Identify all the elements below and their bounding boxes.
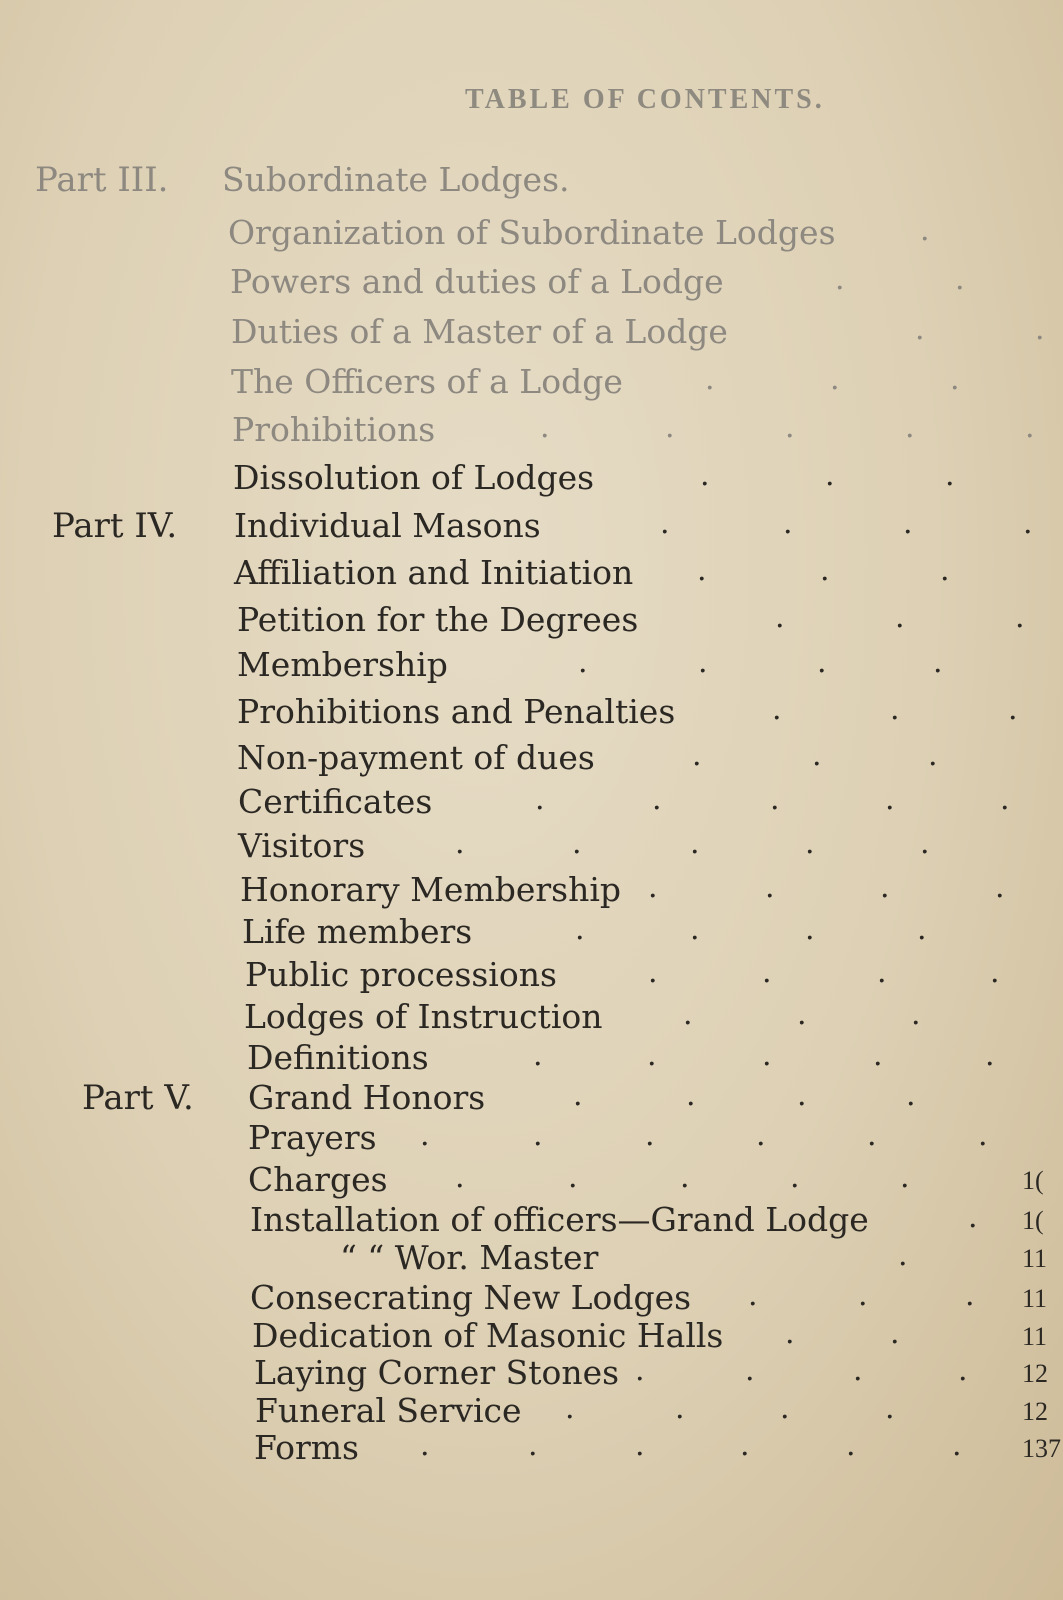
leader-dot: .: [680, 1160, 690, 1195]
entry-title: Prohibitions and Penalties: [237, 692, 676, 731]
entry-title: Non-payment of dues: [237, 738, 595, 777]
leader-dot: .: [890, 692, 900, 727]
leader-dot: .: [890, 1316, 900, 1351]
leader-dot: .: [648, 870, 658, 905]
leader-dot: .: [540, 410, 550, 445]
leader-dot: .: [665, 410, 675, 445]
leader-dot: .: [928, 738, 938, 773]
entry-title: Consecrating New Lodges: [250, 1278, 692, 1317]
entry-title: Laying Corner Stones: [254, 1353, 620, 1392]
leader-dot: .: [955, 262, 965, 297]
leader-dot: .: [790, 1160, 800, 1195]
entry-title: Visitors: [238, 826, 366, 865]
entry-title: Petition for the Degrees: [237, 600, 639, 639]
leader-dot: .: [880, 870, 890, 905]
leader-dot: .: [533, 1038, 543, 1073]
leader-dot: .: [906, 1078, 916, 1113]
leader-dot: .: [785, 410, 795, 445]
leader-dot: .: [762, 955, 772, 990]
entry-title: Organization of Subordinate Lodges: [228, 213, 836, 252]
leader-dot: .: [895, 600, 905, 635]
entry-title: Dissolution of Lodges: [233, 458, 595, 497]
page-number: 11: [1022, 1284, 1048, 1313]
leader-dot: .: [765, 870, 775, 905]
leader-dot: .: [900, 1160, 910, 1195]
leader-dot: .: [660, 506, 670, 541]
leader-dot: .: [575, 912, 585, 947]
leader-dot: .: [648, 955, 658, 990]
leader-dot: .: [565, 1391, 575, 1426]
entry-title: Certificates: [238, 782, 433, 821]
leader-dot: .: [867, 1118, 877, 1153]
leader-dot: .: [528, 1428, 538, 1463]
entry-title: Lodges of Instruction: [244, 997, 603, 1036]
leader-dot: .: [933, 645, 943, 680]
leader-dot: .: [820, 553, 830, 588]
leader-dot: .: [783, 506, 793, 541]
leader-dot: .: [762, 1038, 772, 1073]
page-number: 137: [1022, 1434, 1061, 1463]
leader-dot: .: [652, 782, 662, 817]
leader-dot: .: [775, 600, 785, 635]
leader-dot: .: [885, 782, 895, 817]
leader-dot: .: [533, 1118, 543, 1153]
leader-dot: .: [705, 362, 715, 397]
leader-dot: .: [978, 1118, 988, 1153]
leader-dot: .: [785, 1316, 795, 1351]
leader-dot: .: [858, 1278, 868, 1313]
entry-title: “ “ Wor. Master: [340, 1238, 599, 1277]
leader-dot: .: [915, 312, 925, 347]
leader-dot: .: [690, 912, 700, 947]
leader-dot: .: [1025, 410, 1035, 445]
leader-dot: .: [573, 1078, 583, 1113]
leader-dot: .: [945, 458, 955, 493]
leader-dot: .: [578, 645, 588, 680]
leader-dot: .: [1015, 600, 1025, 635]
leader-dot: .: [772, 692, 782, 727]
leader-dot: .: [635, 1353, 645, 1388]
leader-dot: .: [675, 1391, 685, 1426]
page-number: 1(: [1022, 1206, 1044, 1235]
entry-title: Forms: [254, 1428, 359, 1467]
leader-dot: .: [903, 506, 913, 541]
leader-dot: .: [995, 870, 1005, 905]
leader-dot: .: [885, 1391, 895, 1426]
leader-dot: .: [830, 362, 840, 397]
leader-dot: .: [990, 955, 1000, 990]
leader-dot: .: [877, 955, 887, 990]
entry-title: Charges: [248, 1160, 388, 1199]
leader-dot: .: [985, 1038, 995, 1073]
leader-dot: .: [797, 1078, 807, 1113]
leader-dot: .: [572, 826, 582, 861]
leader-dot: .: [817, 645, 827, 680]
page-heading: TABLE OF CONTENTS.: [465, 84, 825, 115]
leader-dot: .: [690, 826, 700, 861]
leader-dot: .: [952, 1428, 962, 1463]
leader-dot: .: [911, 997, 921, 1032]
leader-dot: .: [968, 1200, 978, 1235]
leader-dot: .: [647, 1038, 657, 1073]
leader-dot: .: [797, 997, 807, 1032]
leader-dot: .: [692, 738, 702, 773]
part-label: Part III.: [35, 160, 169, 200]
entry-title: Life members: [242, 912, 473, 951]
leader-dot: .: [812, 738, 822, 773]
leader-dot: .: [940, 553, 950, 588]
leader-dot: .: [568, 1160, 578, 1195]
leader-dot: .: [700, 458, 710, 493]
entry-title: Dedication of Masonic Halls: [252, 1316, 724, 1355]
leader-dot: .: [698, 645, 708, 680]
entry-title: Funeral Service: [255, 1391, 522, 1430]
leader-dot: .: [835, 262, 845, 297]
leader-dot: .: [697, 553, 707, 588]
leader-dot: .: [455, 826, 465, 861]
leader-dot: .: [873, 1038, 883, 1073]
leader-dot: .: [805, 912, 815, 947]
leader-dot: .: [950, 362, 960, 397]
leader-dot: .: [745, 1353, 755, 1388]
leader-dot: .: [740, 1428, 750, 1463]
leader-dot: .: [905, 410, 915, 445]
entry-title: Affiliation and Initiation: [234, 553, 634, 592]
page-number: 12: [1022, 1359, 1048, 1388]
leader-dot: .: [965, 1278, 975, 1313]
leader-dot: .: [846, 1428, 856, 1463]
leader-dot: .: [748, 1278, 758, 1313]
leader-dot: .: [898, 1238, 908, 1273]
leader-dot: .: [420, 1428, 430, 1463]
leader-dot: .: [455, 1160, 465, 1195]
entry-title: Grand Honors: [248, 1078, 486, 1117]
entry-title: Public processions: [245, 955, 557, 994]
page-number: 11: [1022, 1322, 1048, 1351]
leader-dot: .: [756, 1118, 766, 1153]
leader-dot: .: [780, 1391, 790, 1426]
leader-dot: .: [958, 1353, 968, 1388]
leader-dot: .: [853, 1353, 863, 1388]
leader-dot: .: [1023, 506, 1033, 541]
entry-title: Membership: [237, 645, 448, 684]
leader-dot: .: [917, 912, 927, 947]
leader-dot: .: [645, 1118, 655, 1153]
leader-dot: .: [1035, 312, 1045, 347]
part-label: Part V.: [82, 1078, 194, 1118]
leader-dot: .: [920, 826, 930, 861]
leader-dot: .: [635, 1428, 645, 1463]
entry-title: Duties of a Master of a Lodge: [231, 312, 728, 351]
entry-title: Prohibitions: [232, 410, 436, 449]
leader-dot: .: [420, 1118, 430, 1153]
leader-dot: .: [825, 458, 835, 493]
leader-dot: .: [1008, 692, 1018, 727]
leader-dot: .: [805, 826, 815, 861]
entry-title: Installation of officers—Grand Lodge: [250, 1200, 869, 1239]
leader-dot: .: [770, 782, 780, 817]
leader-dot: .: [535, 782, 545, 817]
entry-title: Individual Masons: [234, 506, 541, 545]
page-number: 12: [1022, 1397, 1048, 1426]
entry-title: Powers and duties of a Lodge: [230, 262, 724, 301]
entry-title: Honorary Membership: [240, 870, 622, 909]
leader-dot: .: [920, 213, 930, 248]
page-number: 1(: [1022, 1166, 1044, 1195]
entry-title: Subordinate Lodges.: [222, 160, 570, 199]
entry-title: The Officers of a Lodge: [231, 362, 623, 401]
leader-dot: .: [686, 1078, 696, 1113]
entry-title: Prayers: [248, 1118, 377, 1157]
part-label: Part IV.: [52, 506, 178, 546]
leader-dot: .: [1000, 782, 1010, 817]
entry-title: Definitions: [247, 1038, 429, 1077]
leader-dot: .: [683, 997, 693, 1032]
page-number: 11: [1022, 1244, 1048, 1273]
